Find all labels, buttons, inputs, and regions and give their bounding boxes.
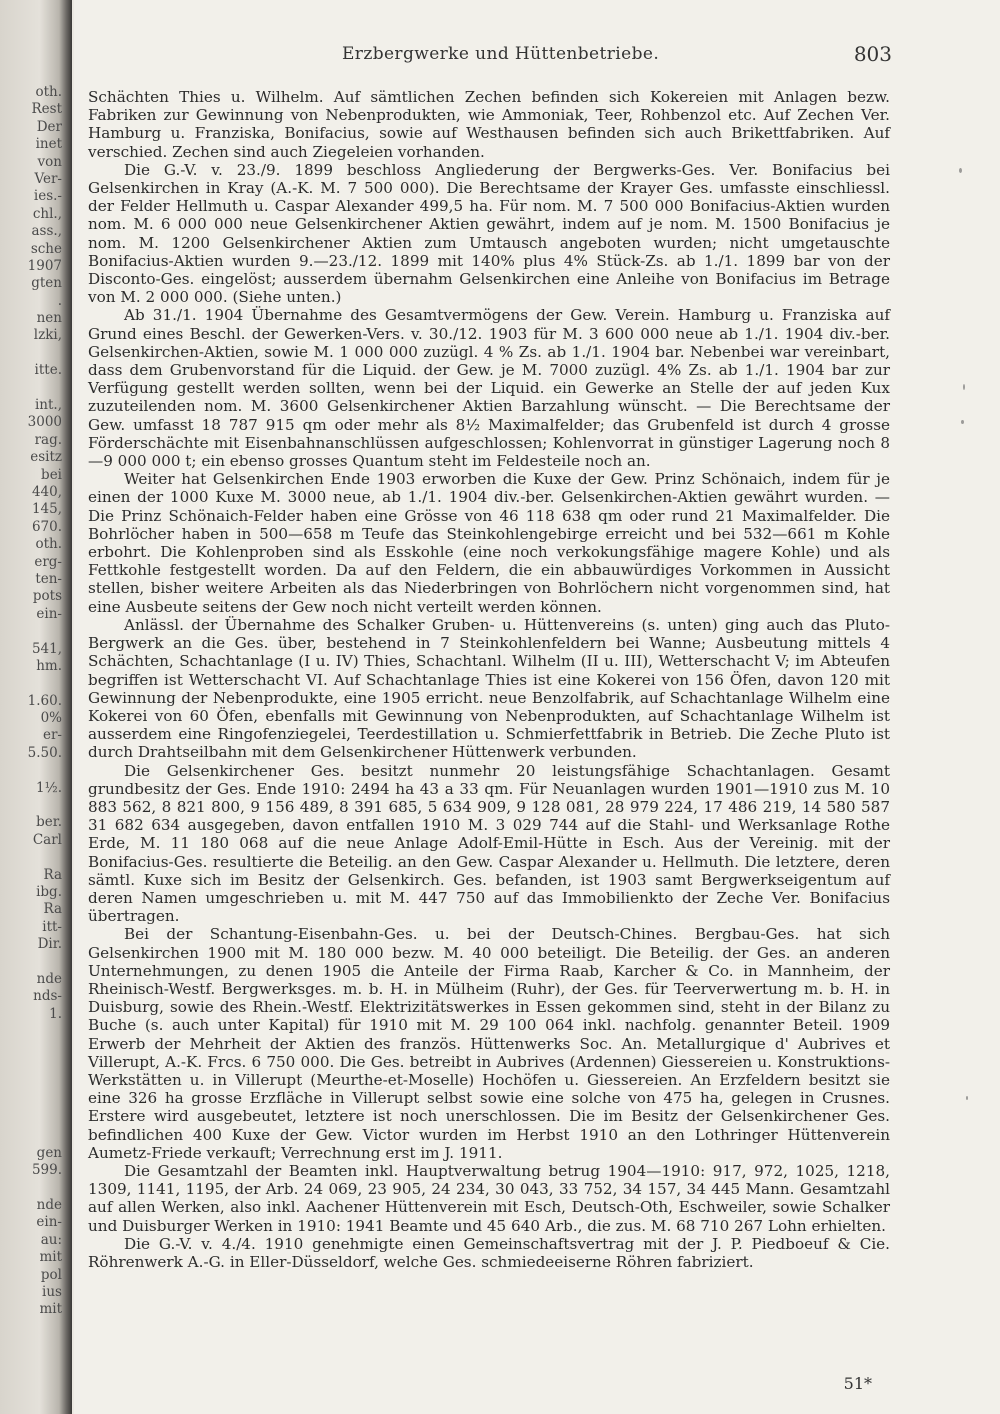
margin-fragment: 145, xyxy=(31,501,62,518)
margin-fragment: ius xyxy=(42,1283,62,1300)
paragraph: Die Gelsenkirchener Ges. besitzt nunmehr 20 leistungsfähige Schachtanlagen. Gesamt grundbesitz der Ges. Ende 1910: 2494 ha 43 a 33 qm. Für Neuanlagen wurden 1901—1910 zus M. 10 883 562, 8 821 800, 9 156 489, 8 391 685, 5 634 909, 9 128 081, 28 979 224, 17 486 219, 14 580 587 31 682 634 ausgegeben, davon entfallen 1910 M. 3 029 744 auf die Stahl- und Werksanlage Rothe Erde, M. 11 180 068 auf die neue Anlage Adolf-Emil-Hütte in Esch. Aus der Vereinig. mit der Bonifacius-Ges. resultierte die Beteilig. an den Gew. Caspar Alexander u. Hellmuth. Die letztere, deren sämtl. Kuxe sich im Besitz der Gelsenkirch. Ges. befanden, ist 1903 samt Bergwerkseigentum auf deren Namen umgeschrieben u. mit M. 447 750 auf das Immobilienkto der Zeche Ver. Bonifacius übertragen. xyxy=(88,761,890,926)
margin-fragment: au: xyxy=(40,1231,62,1248)
margin-fragment: Dir. xyxy=(37,936,62,953)
paragraph: Die Gesamtzahl der Beamten inkl. Hauptverwaltung betrug 1904—1910: 917, 972, 1025, 1218, 1309, 1141, 1195, der Arb. 24 069, 23 905, 24 234, 30 043, 33 752, 34 157, 34 445 Mann. Gesamtzahl auf allen Werken, also inkl. Aachener Hüttenverein mit Esch, Deutsch-Oth, Eschweiler, sowie Schalker und Duisburger Werken in 1910: 1941 Beamte und 45 640 Arb., die zus. M. 68 710 267 Lohn erhielten. xyxy=(88,1161,890,1235)
margin-fragment: 440, xyxy=(31,483,62,500)
paragraph: Weiter hat Gelsenkirchen Ende 1903 erworben die Kuxe der Gew. Prinz Schönaich, indem für je einen der 1000 Kuxe M. 3000 neue, ab 1./1. 1904 div.-ber. Gelsenkirchen-Aktien gewährt wurden. — Die Prinz Schönaich-Felder haben eine Grösse von 46 118 638 qm oder rund 21 Maximalfelder. Die Bohrlöcher haben in 500—658 m Teufe das Steinkohlengebirge erreicht und bei 532—661 m Kohle erbohrt. Die Kohlenproben sind als Esskohle (eine noch verkokungsfähige magere Kohle) und als Fettkohle festgestellt worden. Da auf den Feldern, die ein abbauwürdiges Vorkommen in Aussicht stellen, bisher weitere Arbeiten als das Niederbringen von Bohrlöchern nicht vorgenommen sind, hat eine Ausbeute seitens der Gew noch nicht verteilt werden können. xyxy=(88,470,890,616)
margin-fragment: 1907 xyxy=(27,257,62,274)
margin-fragment: itte. xyxy=(34,362,62,379)
margin-fragment: Carl xyxy=(32,831,62,848)
running-title: Erzbergwerke und Hüttenbetriebe. xyxy=(342,44,660,64)
margin-fragment xyxy=(0,623,62,640)
margin-fragment: nde xyxy=(36,1197,62,1213)
margin-fragment: chl., xyxy=(32,205,62,222)
margin-fragment xyxy=(0,1127,62,1144)
margin-fragment xyxy=(0,1110,62,1127)
margin-fragment: ber. xyxy=(36,814,62,831)
margin-fragment xyxy=(0,1058,62,1075)
margin-fragment xyxy=(0,1040,62,1057)
margin-fragment: ass., xyxy=(31,223,62,240)
paragraph: Bei der Schantung-Eisenbahn-Ges. u. bei der Deutsch-Chines. Bergbau-Ges. hat sich Gelsenkirchen 1900 mit M. 180 000 bezw. M. 40 000 beteiligt. Die Beteilig. der Ges. an anderen Unternehmungen, zu denen 1905 die Anteile der Firma Raab, Karcher & Co. in Mannheim, der Rheinisch-Westf. Bergwerksges. m. b. H. in Mülheim (Ruhr), der Ges. für Teerverwertung m. b. H. in Duisburg, sowie des Rhein.-Westf. Elektrizitätswerkes in Essen gekommen sind, steht in der Bilanz zu Buche (s. auch unter Kapital) für 1910 mit M. 29 100 064 inkl. nachfolg. genannter Beteil. 1909 Erwerb der Mehrheit der Aktien des französ. Hüttenwerks Soc. An. Metallurgique d' Aubrives et Villerupt, A.-K. Frcs. 6 750 000. Die Ges. betreibt in Aubrives (Ardennen) Giessereien u. Konstruktions-Werkstätten u. in Villerupt (Meurthe-et-Moselle) Hochöfen u. Giessereien. An Erzfeldern besitzt sie eine 326 ha grosse Erzfläche in Villerupt selbst sowie eine solche von 475 ha, gelegen in Crusnes. Erstere wird ausgebeutet, letztere ist noch unerschlossen. Die im Besitz der Gelsenkirchener Ges. befindlichen 400 Kuxe der Gew. Victor wurden im Herbst 1910 an den Lothringer Hüttenverein Aumetz-Friede verkauft; Verrechnung erst im J. 1911. xyxy=(88,925,890,1162)
paragraph: Schächten Thies u. Wilhelm. Auf sämtlichen Zechen befinden sich Kokereien mit Anlagen bezw. Fabriken zur Gewinnung von Nebenprodukten, wie Ammoniak, Teer, Rohbenzol etc. Auf Zechen Ver. Hamburg u. Franziska, Bonifacius, sowie auf Westhausen befinden sich auch Brikettfabriken. Auf verschied. Zechen sind auch Ziegeleien vorhanden. xyxy=(88,88,890,161)
margin-fragment: von xyxy=(37,153,62,170)
print-speck xyxy=(966,1096,968,1100)
signature-mark: 51* xyxy=(843,1374,872,1393)
margin-fragment xyxy=(0,1023,62,1040)
margin-fragment xyxy=(0,345,62,362)
margin-fragment: nds- xyxy=(33,988,62,1005)
margin-fragment xyxy=(0,380,62,397)
margin-fragment: mit xyxy=(39,1249,62,1266)
margin-fragment: sche xyxy=(30,240,62,257)
margin-fragment: pots xyxy=(32,588,62,605)
margin-fragment: itt- xyxy=(42,918,62,935)
margin-fragment: oth. xyxy=(35,536,62,553)
margin-fragment xyxy=(0,797,62,814)
margin-fragment: . xyxy=(57,292,62,309)
margin-fragment: hm. xyxy=(36,657,62,674)
margin-fragment: int., xyxy=(34,397,62,414)
margin-fragment: 0% xyxy=(40,710,62,727)
margin-fragment: ibg. xyxy=(36,883,62,900)
margin-fragment: rag. xyxy=(34,431,62,448)
page-number: 803 xyxy=(853,42,892,66)
margin-fragment: nen xyxy=(36,310,62,327)
margin-fragment: 541, xyxy=(31,640,62,657)
margin-fragment: mit xyxy=(39,1301,62,1318)
margin-fragment: gen xyxy=(36,1144,62,1161)
previous-page-margin xyxy=(0,84,62,1319)
margin-fragment xyxy=(0,1180,62,1197)
margin-fragment: inet xyxy=(35,136,62,153)
margin-fragment: nde xyxy=(36,970,62,987)
margin-fragment: 1. xyxy=(49,1005,62,1022)
margin-fragment: 1.60. xyxy=(27,692,62,709)
margin-fragment xyxy=(0,762,62,779)
paragraph: Die G.-V. v. 4./4. 1910 genehmigte einen Gemeinschaftsvertrag mit der J. P. Piedboeuf & Cie. Röhrenwerk A.-G. in Eller-Düsseldorf, welche Ges. schmiedeeiserne Röhren fabriziert. xyxy=(88,1234,890,1271)
margin-fragment: Rest xyxy=(31,101,62,118)
margin-fragment: lzki, xyxy=(33,327,62,344)
margin-fragment: 5.50. xyxy=(27,744,62,761)
margin-fragment: 599. xyxy=(31,1162,62,1179)
margin-fragment: ies.- xyxy=(33,188,62,205)
body-text xyxy=(88,88,890,1271)
margin-fragment: er- xyxy=(42,727,62,744)
margin-fragment: erg- xyxy=(34,553,62,570)
margin-fragment xyxy=(0,1093,62,1110)
margin-fragment: Ver- xyxy=(34,170,62,187)
margin-fragment: ein- xyxy=(36,605,62,622)
paragraph: Anlässl. der Übernahme des Schalker Gruben- u. Hüttenvereins (s. unten) ging auch das Pluto-Bergwerk an die Ges. über, bestehend in 7 Steinkohlenfeldern bei Wanne; Ausbeutung mittels 4 Schächten, Schachtanlage (I u. IV) Thies, Schachtanl. Wilhelm (II u. III), Wetterschacht V; im Abteufen begriffen ist Wetterschacht VI. Auf Schachtanlage Thies ist eine Kokerei von 156 Öfen, davon 120 mit Gewinnung der Nebenprodukte, eine 1905 erricht. neue Benzolfabrik, auf Schachtanlage Wilhelm eine Kokerei von 60 Öfen, ebenfalls mit Gewinnung von Nebenprodukten, auf Schachtanlage Wilhelm ist ausserdem eine Ringofenziegelei, Teerdestillation u. Schmierfettfabrik in Betrieb. Die Zeche Pluto ist durch Drahtseilbahn mit dem Gelsenkirchener Hüttenwerk verbunden. xyxy=(88,615,890,762)
margin-fragment: ten- xyxy=(35,570,62,587)
paragraph: Die G.-V. v. 23./9. 1899 beschloss Angliederung der Bergwerks-Ges. Ver. Bonifacius bei Gelsenkirchen in Kray (A.-K. M. 7 500 000). Die Berechtsame der Krayer Ges. umfasste einschliessl. der Felder Hellmuth u. Caspar Alexander 499,5 ha. Für nom. M. 7 500 000 Bonifacius-Aktien wurden nom. M. 6 000 000 neue Gelsenkirchener Aktien gewährt, indem auf je nom. M. 1500 Bonifacius je nom. M. 1200 Gelsenkirchener Aktien zum Umtausch angeboten wurden; nicht umgetauschte Bonifacius-Aktien wurden 9.—23./12. 1899 mit 140% plus 4% Stück-Zs. ab 1./1. 1899 bar von der Disconto-Ges. eingelöst; ausserdem übernahm Gelsenkirchen eine Anleihe von Bonifacius im Betrage von M. 2 000 000. (Siehe unten.) xyxy=(88,160,890,307)
margin-fragment: 1½. xyxy=(36,779,62,796)
margin-fragment xyxy=(0,954,62,971)
margin-fragment: Der xyxy=(36,118,62,135)
margin-fragment xyxy=(0,1075,62,1092)
margin-fragment: esitz xyxy=(30,449,62,466)
margin-fragment: Ra xyxy=(43,901,62,918)
print-speck xyxy=(961,420,964,424)
margin-fragment xyxy=(0,849,62,866)
print-speck xyxy=(959,168,962,173)
margin-fragment: ein- xyxy=(36,1214,62,1231)
margin-fragment: pol xyxy=(40,1266,62,1283)
margin-fragment: oth. xyxy=(35,84,62,100)
margin-fragment: 670. xyxy=(31,518,62,535)
document-page xyxy=(74,0,1000,1414)
margin-fragment: Ra xyxy=(43,866,62,883)
paragraph: Ab 31./1. 1904 Übernahme des Gesamtvermögens der Gew. Verein. Hamburg u. Franziska auf Grund eines Beschl. der Gewerken-Vers. v. 30./12. 1903 für M. 3 600 000 neue ab 1./1. 1904 div.-ber. Gelsenkirchen-Aktien, sowie M. 1 000 000 zuzügl. 4 % Zs. ab 1./1. 1904 bar. Nebenbei war vereinbart, dass dem Grubenvorstand für die Liquid. der Gew. je M. 7000 zuzügl. 4% Zs. ab 1./1. 1904 bar zur Verfügung gestellt werden sollten, wenn bei der Liquid. ein Gewerke an Stelle der auf jeden Kux zuzuteilenden nom. M. 3600 Gelsenkirchener Aktien Barzahlung wünscht. — Die Berechtsame der Gew. umfasst 18 787 915 qm oder mehr als 8½ Maximalfelder; das Grubenfeld ist durch 4 grosse Förderschächte mit Eisenbahnanschlüssen aufgeschlossen; Kohlenvorrat in günstiger Lagerung noch 8—9 000 000 t; ein ebenso grosses Quantum steht im Feldesteile noch an. xyxy=(88,306,890,471)
margin-fragment: gten xyxy=(31,275,62,292)
margin-fragment xyxy=(0,675,62,692)
margin-fragment: 3000 xyxy=(27,414,62,431)
margin-fragment: bei xyxy=(41,466,62,483)
print-speck xyxy=(963,384,965,390)
